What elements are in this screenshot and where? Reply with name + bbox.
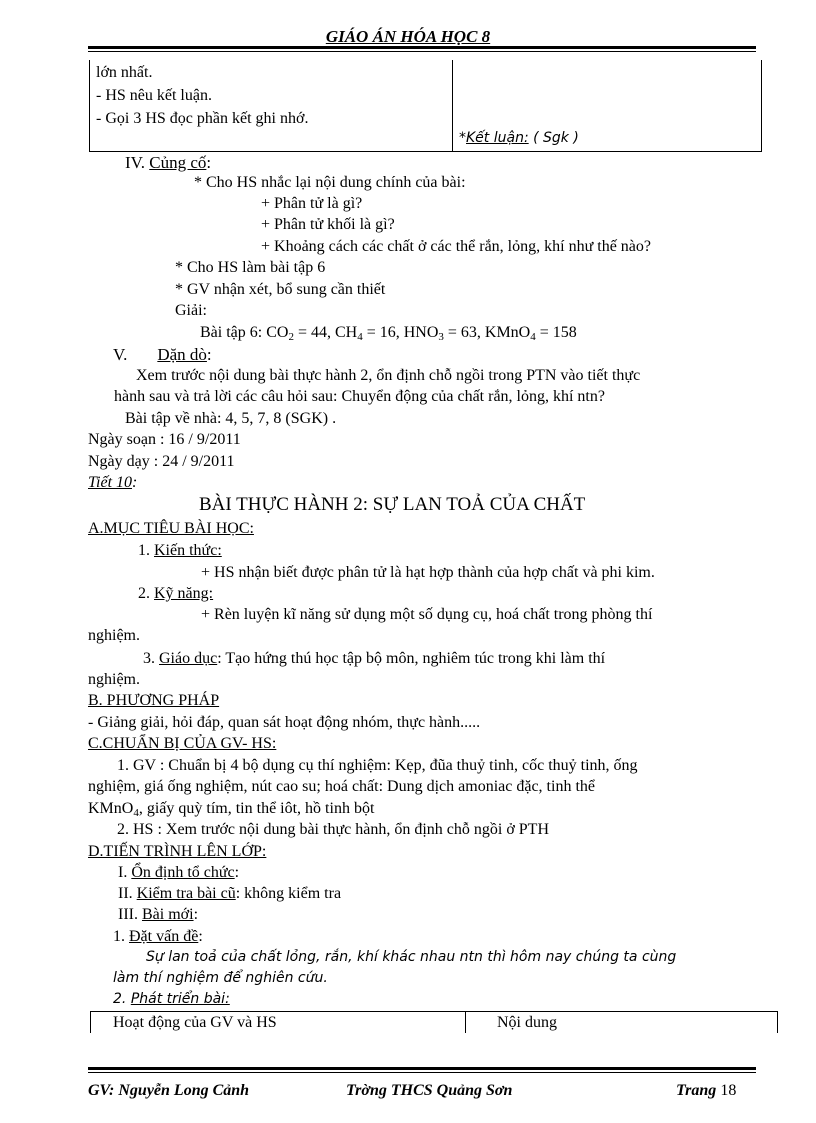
top-table (89, 60, 762, 152)
table-left-line-2: - HS nêu kết luận. (96, 87, 212, 104)
table-left-line-3: - Gọi 3 HS đọc phần kết ghi nhớ. (96, 110, 309, 127)
exercise-task: * Cho HS làm bài tập 6 (175, 259, 326, 276)
education-line-1: 3. Giáo dục: Tạo hứng thú học tập bộ môn, nghiêm túc trong khi làm thí (143, 650, 606, 667)
table-col-activities: Hoạt động của GV và HS (113, 1014, 277, 1031)
header-rule-thin (88, 51, 756, 52)
teach-date: Ngày dạy : 24 / 9/2011 (88, 453, 235, 470)
step-iii: III. Bài mới: (118, 906, 199, 923)
section-a-title: A.MỤC TIÊU BÀI HỌC: (88, 520, 254, 537)
knowledge-heading: 1. Kiến thức: (138, 542, 222, 559)
footer-rule-thin (88, 1072, 756, 1073)
conclusion-note: *Kết luận: ( Sgk ) (459, 130, 579, 146)
gv-prep-line-3: KMnO$_4$, giấy quỳ tím, tin thể iôt, hồ tinh bột (88, 800, 375, 819)
bottom-table-divider (465, 1011, 466, 1033)
step-1: 1. Đặt vấn đề: (113, 928, 203, 945)
problem-line-2: làm thí nghiệm để nghiên cứu. (113, 970, 328, 986)
footer-rule-thick (88, 1067, 756, 1070)
question-2: + Phân tử khối là gì? (261, 216, 395, 233)
header-rule-thick (88, 46, 756, 49)
gv-prep-line-2: nghiệm, giá ống nghiệm, nút cao su; hoá chất: Dung dịch amoniac đặc, tinh thể (88, 778, 595, 795)
section-d-title: D.TIẾN TRÌNH LÊN LỚP: (88, 843, 267, 860)
method-text: - Giảng giải, hỏi đáp, quan sát hoạt động nhóm, thực hành..... (88, 714, 481, 731)
problem-line-1: Sự lan toả của chất lỏng, rắn, khí khác nhau ntn thì hôm nay chúng ta cùng (146, 949, 677, 965)
footer-teacher: GV: Nguyễn Long Cảnh (88, 1082, 250, 1099)
section-iv-heading: IV. Củng cố: (125, 153, 212, 172)
homework-line-1: Xem trước nội dung bài thực hành 2, ổn định chỗ ngồi trong PTN vào tiết thực (136, 367, 641, 384)
education-line-2: nghiệm. (88, 671, 140, 688)
exercise-answer: Bài tập 6: $CO_2 = 44$, $CH_4 = 16$, $HNO_3 = 63$, KMnO$_4$ = 158 (200, 324, 577, 343)
page-header-title: GIÁO ÁN HÓA HỌC 8 (325, 27, 491, 46)
homework-line-2: hành sau và trả lời các câu hỏi sau: Chuyển động của chất rắn, lỏng, khí ntn? (114, 388, 605, 405)
skills-line-1: + Rèn luyện kĩ năng sử dụng một số dụng cụ, hoá chất trong phòng thí (201, 606, 653, 623)
solution-label: Giải: (175, 302, 207, 319)
teacher-review: * GV nhận xét, bổ sung cần thiết (175, 281, 386, 298)
lesson-title: BÀI THỰC HÀNH 2: SỰ LAN TOẢ CỦA CHẤT (199, 494, 586, 515)
table-col-content: Nội dung (497, 1014, 557, 1031)
step-i: I. Ổn định tổ chức: (118, 864, 240, 881)
top-table-divider (452, 60, 453, 152)
homework-exercises: Bài tập về nhà: 4, 5, 7, 8 (SGK) . (125, 410, 337, 427)
footer-school: Trờng THCS Quảng Sơn (346, 1082, 513, 1099)
knowledge-text: + HS nhận biết được phân tử là hạt hợp thành của hợp chất và phi kim. (201, 564, 655, 581)
section-iv-intro: * Cho HS nhắc lại nội dung chính của bài: (194, 174, 466, 191)
bottom-table-right-border (777, 1011, 778, 1033)
lesson-number: Tiết 10: (88, 474, 138, 491)
footer-page: Trang 18 (676, 1082, 737, 1099)
skills-heading: 2. Kỹ năng: (138, 585, 214, 602)
skills-line-2: nghiệm. (88, 627, 140, 644)
step-ii: II. Kiểm tra bài cũ: không kiểm tra (118, 885, 342, 902)
step-2: 2. Phát triển bài: (113, 991, 230, 1007)
bottom-table-top-border (90, 1011, 778, 1012)
bottom-table-left-border (90, 1011, 91, 1033)
table-left-line-1: lớn nhất. (96, 64, 153, 81)
question-1: + Phân tử là gì? (261, 195, 363, 212)
section-b-title: B. PHƯƠNG PHÁP (88, 692, 220, 709)
gv-prep-line-1: 1. GV : Chuẩn bị 4 bộ dụng cụ thí nghiệm: Kẹp, đũa thuỷ tinh, cốc thuỷ tinh, ống (117, 757, 638, 774)
hs-prep-line: 2. HS : Xem trước nội dung bài thực hành, ổn định chỗ ngồi ở PTH (117, 821, 549, 838)
question-3: + Khoảng cách các chất ở các thể rắn, lỏng, khí như thế nào? (261, 238, 651, 255)
section-c-title: C.CHUẨN BỊ CỦA GV- HS: (88, 735, 277, 752)
prep-date: Ngày soạn : 16 / 9/2011 (88, 431, 241, 448)
section-v-heading: V. Dặn dò: (113, 345, 212, 364)
